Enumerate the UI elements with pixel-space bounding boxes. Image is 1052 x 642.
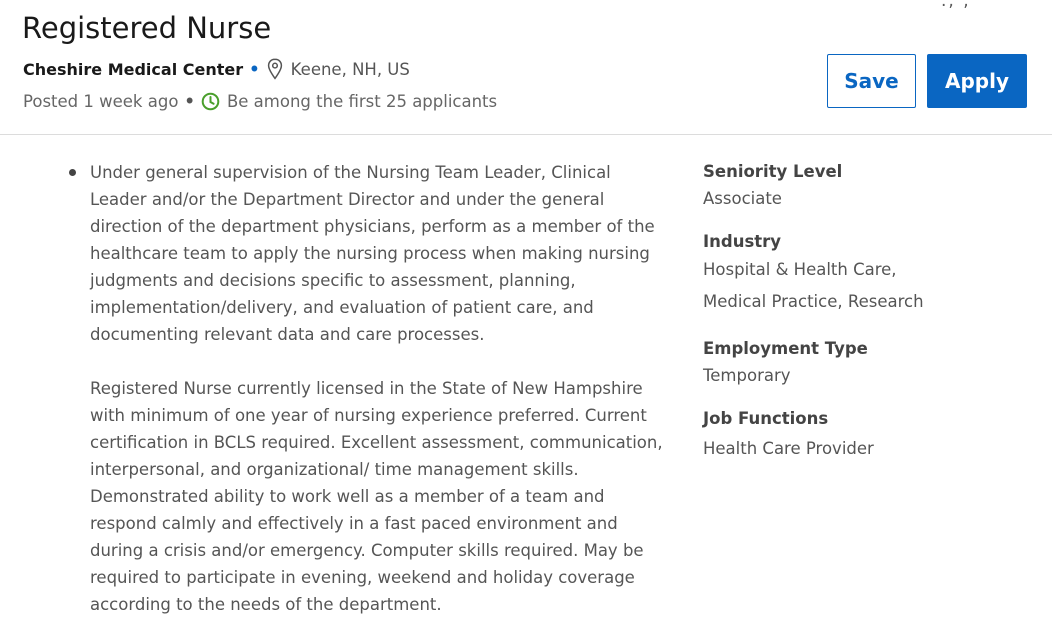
job-location: Keene, NH, US [290,59,410,79]
company-location-line [23,56,410,82]
criteria-industry [703,229,1033,318]
criteria-heading: Employment Type [703,339,868,358]
apply-button[interactable]: Apply [927,54,1027,108]
criteria-heading: Seniority Level [703,162,843,181]
bullet-icon [69,169,76,176]
criteria-value: Hospital & Health Care, Medical Practice, Research [703,260,924,311]
description-paragraph: Registered Nurse currently licensed in the State of New Hampshire with minimum of one year of nursing experience preferred. Current certification in BCLS required. Excellent assessment, communication, interpersonal, and organizational/ time management skills. Demonstrated ability to work well as a member of a team and respond calmly and effectively in a fast paced environment and during a crisis and/or emergency. Computer skills required. May be required to participate in evening, weekend and holiday coverage according to the needs of the department. [90,379,663,614]
criteria-heading: Job Functions [703,409,829,428]
criteria-seniority [703,159,1033,212]
company-name-link[interactable]: Cheshire Medical Center [23,59,244,79]
map-pin-icon [267,58,283,80]
list-item [66,159,666,618]
criteria-heading: Industry [703,232,782,251]
criteria-value: Health Care Provider [703,439,874,458]
cropped-text: ., , [941,0,971,11]
job-title: Registered Nurse [22,11,272,45]
separator-dot: • [249,59,260,79]
job-description [66,159,666,618]
separator-dot: • [184,91,195,111]
clock-icon [201,92,220,111]
applicant-count: Be among the first 25 applicants [226,91,498,111]
criteria-job-functions [703,406,1033,462]
criteria-employment-type [703,336,1033,389]
job-header [0,0,1052,135]
criteria-value: Temporary [703,366,791,385]
criteria-value: Associate [703,189,782,208]
description-paragraph: Under general supervision of the Nursing Team Leader, Clinical Leader and/or the Department Director and under the general direction of the department physicians, perform as a member of the healthcare team to apply the nursing process when making nursing judgments and decisions specific to assessment, planning, implementation/delivery, and evaluation of patient care, and documenting relevant data and care processes. [90,163,655,344]
posted-date: Posted 1 week ago [23,91,179,111]
posting-meta-line [23,88,497,114]
save-button[interactable]: Save [827,54,916,108]
